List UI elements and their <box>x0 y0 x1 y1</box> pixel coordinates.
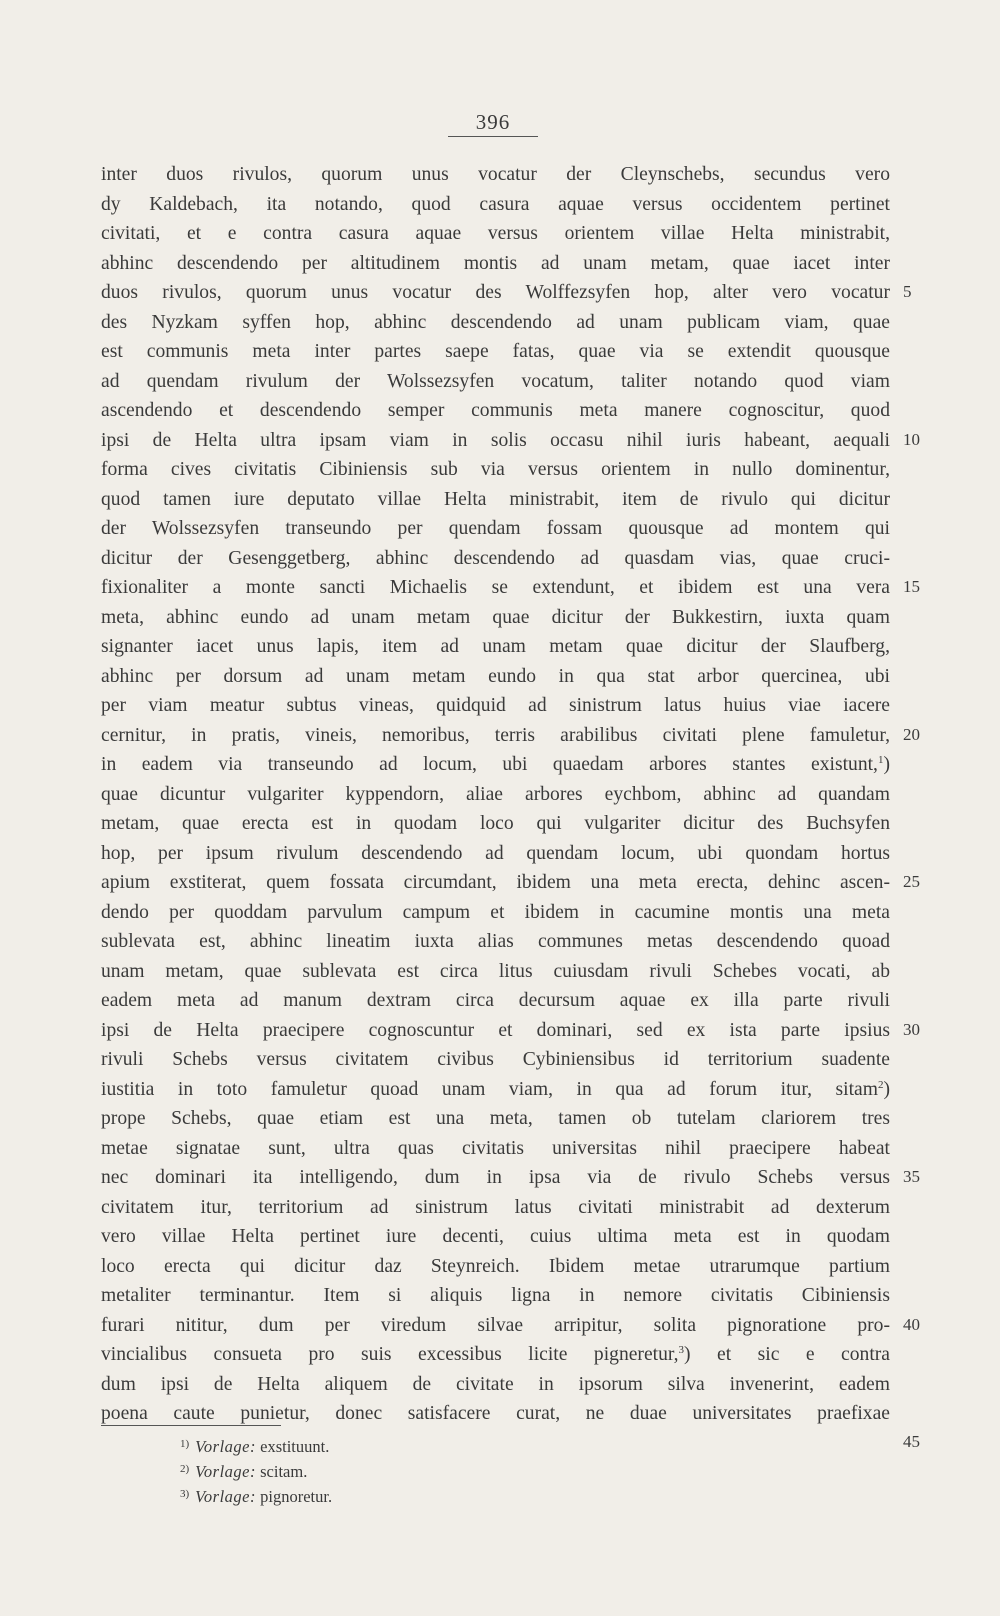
line-number-15: 15 <box>903 577 920 596</box>
text-line: fixionaliter a monte sancti Michaelis se extendunt, et ibidem est una vera <box>101 577 890 598</box>
text-line: poena caute punietur, donec satisfacere curat, ne duae universitates praefixae <box>101 1403 890 1424</box>
line-number-35: 35 <box>903 1167 920 1186</box>
text-line: per viam meatur subtus vineas, quidquid ad sinistrum latus huius viae iacere <box>101 695 890 716</box>
text-line: est communis meta inter partes saepe fatas, quae via se extendit quousque <box>101 341 890 362</box>
text-line: der Wolssezsyfen transeundo per quendam fossam quousque ad montem qui <box>101 518 890 539</box>
text-line: ad quendam rivulum der Wolssezsyfen vocatum, taliter notando quod viam <box>101 370 890 392</box>
text-line: iustitia in toto famuletur quoad unam viam, in qua ad forum itur, sitam$^2$) <box>101 1078 890 1100</box>
line-number-5: 5 <box>903 282 912 301</box>
footnote <box>180 1433 329 1458</box>
text-line: ipsi de Helta praecipere cognoscuntur et dominari, sed ex ista parte ipsius <box>101 1019 890 1041</box>
text-line: metam, quae erecta est in quodam loco qui vulgariter dicitur des Buchsyfen <box>101 813 890 834</box>
footnote <box>180 1483 332 1508</box>
text-line: dy Kaldebach, ita notando, quod casura aquae versus occidentem pertinet <box>101 193 890 215</box>
text-line: ascendendo et descendendo semper communis meta manere cognoscitur, quod <box>101 400 890 421</box>
line-number-20: 20 <box>903 724 920 744</box>
text-line: ipsi de Helta ultra ipsam viam in solis occasu nihil iuris habeant, aequali <box>101 429 890 451</box>
text-line: loco erecta qui dicitur daz Steynreich. Ibidem metae utrarumque partium <box>101 1255 890 1277</box>
text-line: signanter iacet unus lapis, item ad unam metam quae dicitur der Slaufberg, <box>101 636 890 657</box>
text-line: vincialibus consueta pro suis excessibus licite pigneretur,$^3$) et sic e contra <box>101 1344 890 1365</box>
line-number-30: 30 <box>903 1019 920 1039</box>
text-line: furari nititur, dum per viredum silvae arripitur, solita pignoratione pro- <box>101 1314 890 1336</box>
text-line: apium exstiterat, quem fossata circumdant, ibidem una meta erecta, dehinc ascen- <box>101 872 890 893</box>
footnote-text: exstituunt. <box>260 1437 330 1456</box>
text-line: rivuli Schebs versus civitatem civibus Cybiniensibus id territorium suadente <box>101 1049 890 1070</box>
footnote-text: pignoretur. <box>260 1487 333 1506</box>
text-line: vero villae Helta pertinet iure decenti, cuius ultima meta est in quodam <box>101 1226 890 1247</box>
text-line: civitati, et e contra casura aquae versus orientem villae Helta ministrabit, <box>101 223 890 244</box>
footnote-label: Vorlage: <box>195 1437 256 1456</box>
footnote-mark: 3) <box>180 1488 190 1500</box>
text-line: cernitur, in pratis, vineis, nemoribus, terris arabilibus civitati plene famuletur, <box>101 724 890 746</box>
text-line: dum ipsi de Helta aliquem de civitate in ipsorum silva invenerint, eadem <box>101 1373 890 1395</box>
text-line: dendo per quoddam parvulum campum et ibidem in cacumine montis una meta <box>101 901 890 923</box>
text-line: metaliter terminantur. Item si aliquis ligna in nemore civitatis Cibiniensis <box>101 1285 890 1306</box>
text-line: abhinc descendendo per altitudinem montis ad unam metam, quae iacet inter <box>101 252 890 274</box>
text-line: hop, per ipsum rivulum descendendo ad quendam locum, ubi quondam hortus <box>101 842 890 864</box>
footnote <box>180 1458 307 1483</box>
text-line: sublevata est, abhinc lineatim iuxta alias communes metas descendendo quoad <box>101 931 890 952</box>
text-line: des Nyzkam syffen hop, abhinc descendendo ad unam publicam viam, quae <box>101 311 890 333</box>
line-number-10: 10 <box>903 429 920 449</box>
text-line: forma cives civitatis Cibiniensis sub via versus orientem in nullo dominentur, <box>101 459 890 480</box>
text-line: meta, abhinc eundo ad unam metam quae dicitur der Bukkestirn, iuxta quam <box>101 606 890 628</box>
line-number-40: 40 <box>903 1314 920 1334</box>
page-number-rule <box>448 136 538 137</box>
line-number-25: 25 <box>903 872 920 891</box>
text-line: quae dicuntur vulgariter kyppendorn, aliae arbores eychbom, abhinc ad quandam <box>101 783 890 805</box>
footnote-mark: 2) <box>180 1463 190 1475</box>
text-line: nec dominari ita intelligendo, dum in ipsa via de rivulo Schebs versus <box>101 1167 890 1188</box>
footnote-text: scitam. <box>260 1462 308 1481</box>
text-line: prope Schebs, quae etiam est una meta, tamen ob tutelam clariorem tres <box>101 1108 890 1129</box>
footnote-rule <box>101 1425 281 1426</box>
text-line: unam metam, quae sublevata est circa litus cuiusdam rivuli Schebes vocati, ab <box>101 960 890 982</box>
text-line: metae signatae sunt, ultra quas civitatis universitas nihil praecipere habeat <box>101 1137 890 1159</box>
line-number-45: 45 <box>903 1432 920 1451</box>
footnote-mark: 1) <box>180 1438 190 1450</box>
text-line: eadem meta ad manum dextram circa decursum aquae ex illa parte rivuli <box>101 990 890 1011</box>
text-line: civitatem itur, territorium ad sinistrum latus civitati ministrabit ad dexterum <box>101 1196 890 1218</box>
text-line: duos rivulos, quorum unus vocatur des Wolffezsyfen hop, alter vero vocatur <box>101 282 890 303</box>
text-line: in eadem via transeundo ad locum, ubi quaedam arbores stantes existunt,$^1$) <box>101 754 890 775</box>
text-line: inter duos rivulos, quorum unus vocatur der Cleynschebs, secundus vero <box>101 164 890 185</box>
footnote-label: Vorlage: <box>195 1462 256 1481</box>
text-line: quod tamen iure deputato villae Helta ministrabit, item de rivulo qui dicitur <box>101 488 890 510</box>
page-number: 396 <box>475 110 511 134</box>
text-line: abhinc per dorsum ad unam metam eundo in qua stat arbor quercinea, ubi <box>101 665 890 687</box>
text-line: dicitur der Gesenggetberg, abhinc descendendo ad quasdam vias, quae cruci- <box>101 547 890 569</box>
footnote-label: Vorlage: <box>195 1487 256 1506</box>
